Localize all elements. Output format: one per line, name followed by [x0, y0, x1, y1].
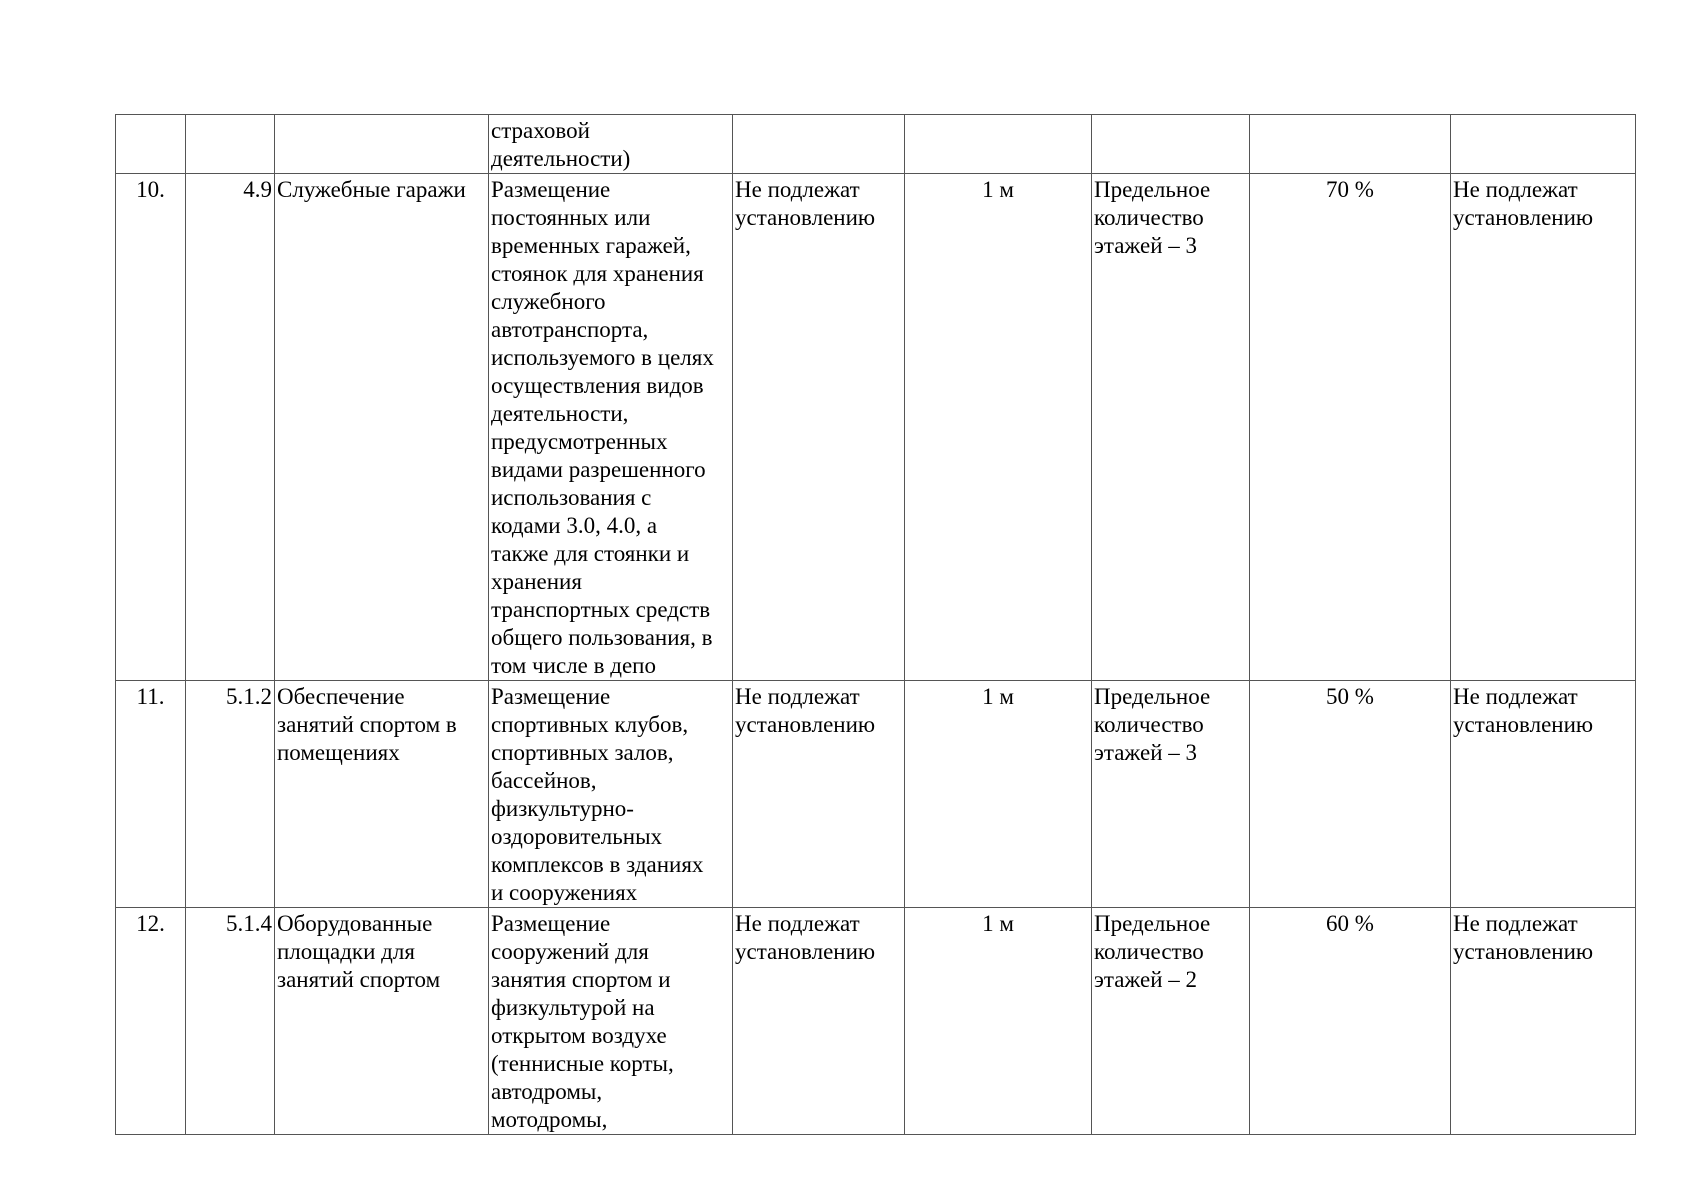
use-name-cell	[275, 115, 489, 174]
row-number-cell: 10.	[116, 174, 186, 681]
coverage-cell: 60 %	[1250, 908, 1451, 1135]
use-code-cell: 5.1.2	[186, 681, 275, 908]
table-row	[116, 115, 1636, 174]
setback-cell	[905, 115, 1092, 174]
setback-cell: 1 м	[905, 681, 1092, 908]
floors-cell: Предельное количество этажей – 2	[1092, 908, 1250, 1135]
row-number-cell: 11.	[116, 681, 186, 908]
use-code-cell	[186, 115, 275, 174]
use-name-cell: Служебные гаражи	[275, 174, 489, 681]
coverage-cell: 50 %	[1250, 681, 1451, 908]
use-description-cell: Размещение сооружений для занятия спортом и физкультурой на открытом воздухе (теннисные корты, автодромы, мотодромы,	[489, 908, 733, 1135]
parameter-cell	[1451, 115, 1636, 174]
parameter-cell: Не подлежат установлению	[733, 681, 905, 908]
row-number-cell	[116, 115, 186, 174]
parameter-cell: Не подлежат установлению	[733, 908, 905, 1135]
coverage-cell	[1250, 115, 1451, 174]
use-name-cell: Обеспечение занятий спортом в помещениях	[275, 681, 489, 908]
land-use-regulations-table	[115, 114, 1636, 1135]
setback-cell: 1 м	[905, 174, 1092, 681]
parameter-cell: Не подлежат установлению	[1451, 681, 1636, 908]
table-row	[116, 681, 1636, 908]
use-name-cell: Оборудованные площадки для занятий спортом	[275, 908, 489, 1135]
use-code-cell: 5.1.4	[186, 908, 275, 1135]
parameter-cell: Не подлежат установлению	[1451, 908, 1636, 1135]
floors-cell: Предельное количество этажей – 3	[1092, 681, 1250, 908]
coverage-cell: 70 %	[1250, 174, 1451, 681]
parameter-cell: Не подлежат установлению	[733, 174, 905, 681]
floors-cell	[1092, 115, 1250, 174]
use-description-cell: страховой деятельности)	[489, 115, 733, 174]
setback-cell: 1 м	[905, 908, 1092, 1135]
table-row	[116, 908, 1636, 1135]
use-description-cell: Размещение постоянных или временных гаражей, стоянок для хранения служебного автотранспорта, используемого в целях осуществления видов деятельности, предусмотренных видами разрешенного использования с кодами 3.0, 4.0, а также для стоянки и хранения транспортных средств общего пользования, в том числе в депо	[489, 174, 733, 681]
floors-cell: Предельное количество этажей – 3	[1092, 174, 1250, 681]
parameter-cell	[733, 115, 905, 174]
table-row	[116, 174, 1636, 681]
use-description-cell: Размещение спортивных клубов, спортивных залов, бассейнов, физкультурно- оздоровительных комплексов в зданиях и сооружениях	[489, 681, 733, 908]
row-number-cell: 12.	[116, 908, 186, 1135]
use-code-cell: 4.9	[186, 174, 275, 681]
parameter-cell: Не подлежат установлению	[1451, 174, 1636, 681]
